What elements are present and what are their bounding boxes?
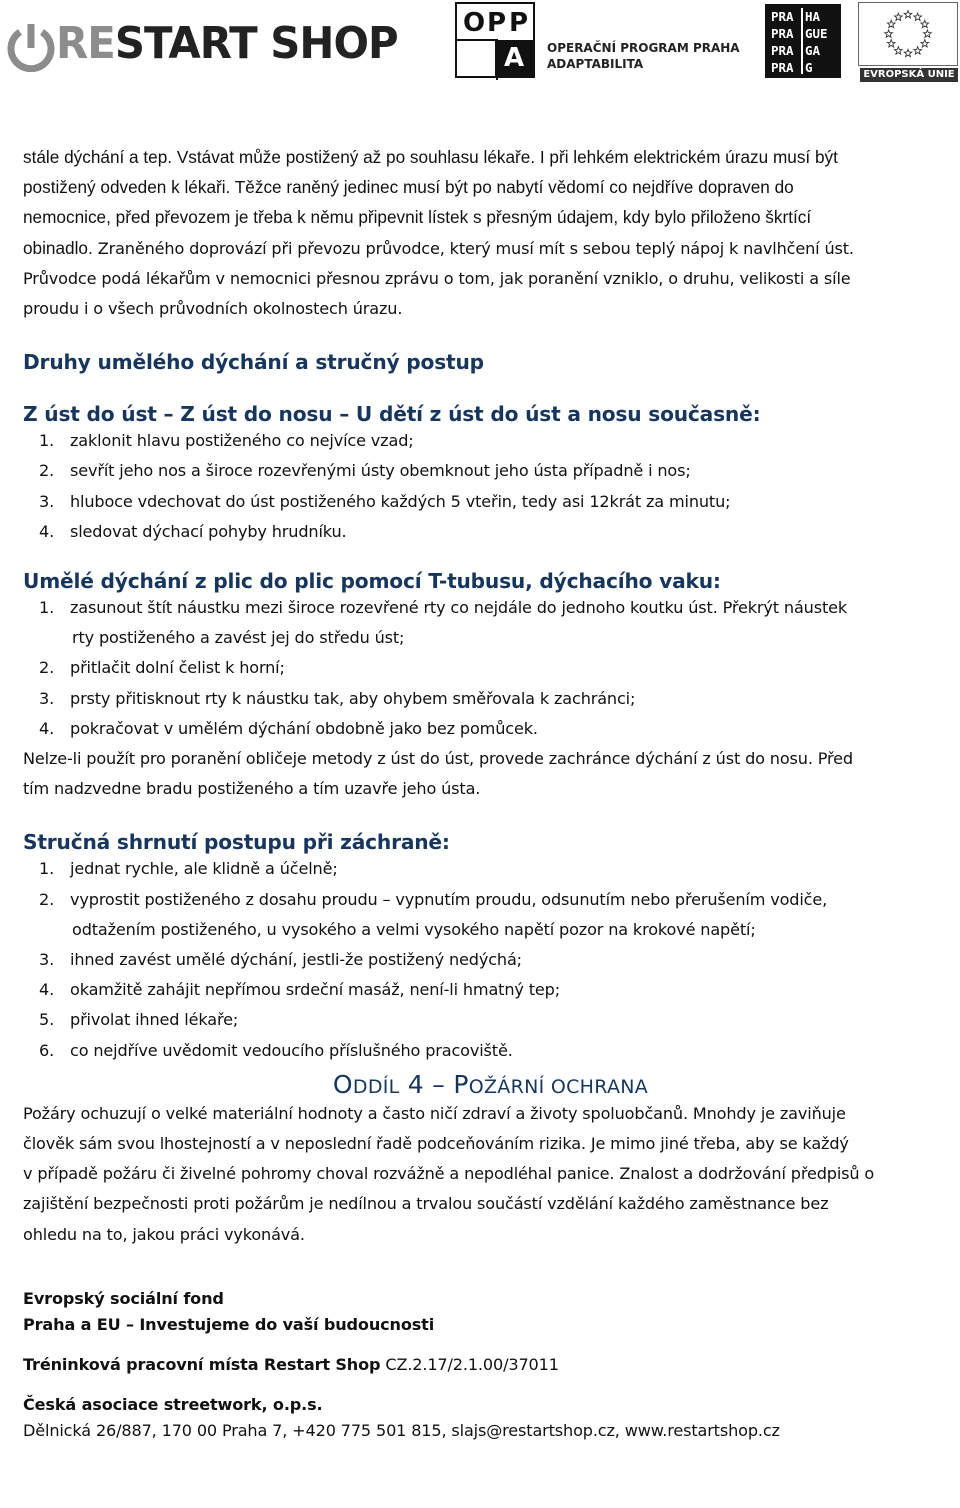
list-item: 4. sledovat dýchací pohyby hrudníku. [39, 521, 347, 541]
list-item: 5. přivolat ihned lékaře; [39, 1010, 239, 1030]
intro-line-4: obinadlo. Zraněného doprovází při převozu průvodce, který musí mít s sebou teplý nápoj k navlhčení úst. [23, 237, 854, 258]
eu-star [921, 20, 929, 27]
list-item: 3. prsty přitisknout rty k náustku tak, aby ohybem směřovala k zachránci; [39, 688, 636, 708]
intro-line-6: proudu i o všech průvodních okolnostech úrazu. [23, 299, 403, 319]
intro-line-1: stále dýchání a tep. Vstávat může postižený až po souhlasu lékaře. I při lehkém elektrickém úrazu musí být [23, 147, 838, 167]
restart-shop-wordmark: RESTART SHOP [56, 18, 398, 69]
tube-note-line-2: tím nadzvedne bradu postiženého a tím uzavře jeho ústa. [23, 779, 481, 799]
footer-contact: Dělnická 26/887, 170 00 Praha 7, +420 775 501 815, slajs@restartshop.cz, www.restartshop.cz [23, 1420, 780, 1440]
list-item: 1. zaklonit hlavu postiženého co nejvíce vzad; [39, 431, 414, 451]
page-header [0, 0, 960, 90]
list-item: 3. ihned zavést umělé dýchání, jestli-že postižený nedýchá; [39, 950, 522, 970]
eu-star [914, 47, 922, 54]
fire-line-5: ohledu na to, jakou práci vykonává. [23, 1224, 305, 1244]
summary-heading: Stručná shrnutí postupu při záchraně: [23, 830, 450, 855]
intro-line-3: nemocnice, před převozem je třeba k němu připevnit lístek s přesným údajem, kdy bylo přiloženo škrtící [23, 207, 812, 228]
tube-note-line-1: Nelze-li použít pro poranění obličeje metody z úst do úst, provede zachránce dýchání z úst do nosu. Před [23, 749, 853, 769]
list-item: 6. co nejdříve uvědomit vedoucího příslušného pracoviště. [39, 1040, 513, 1060]
eu-star [921, 40, 929, 47]
eu-caption: EVROPSKÁ UNIE [860, 68, 958, 82]
list-item: 4. okamžitě zahájit nepřímou srdeční masáž, není-li hmatný tep; [39, 980, 560, 1000]
opp-caption-line2: ADAPTABILITA [547, 57, 644, 71]
tube-heading: Umělé dýchání z plic do plic pomocí T-tubusu, dýchacího vaku: [23, 569, 721, 594]
fire-line-3: v případě požáru či živelné pohromy choval rozvážně a nepodléhal panice. Znalost a dodržování předpisů o [23, 1164, 875, 1184]
fire-line-4: zajištění bezpečnosti proti požárům je nedílnou a trvalou součástí vzdělání každého zaměstnance bez [23, 1194, 829, 1214]
eu-star [894, 47, 902, 54]
opp-caption [547, 40, 740, 72]
list-item: 1. zasunout štít náustku mezi široce rozevřené rty co nejdále do jednoho koutku úst. Překrýt náustek rty postiženého a zavést jej do středu úst; [39, 598, 848, 648]
eu-star [885, 30, 893, 37]
fire-line-1: Požáry ochuzují o velké materiální hodnoty a často ničí zdraví a životy spoluobčanů. Mnohdy je zaviňuje [23, 1103, 846, 1123]
tube-note [23, 744, 958, 804]
intro-line-5: Průvodce podá lékařům v nemocnici přesnou zprávu o tom, jak poranění vzniklo, o druhu, velikosti a síle [23, 268, 851, 288]
prague-logo [765, 4, 841, 78]
list-item: 4. pokračovat v umělém dýchání obdobně jako bez pomůcek. [39, 718, 538, 738]
intro-paragraph-2 [23, 264, 958, 324]
list-item: 3. hluboce vdechovat do úst postiženého každých 5 vteřin, tedy asi 12krát za minutu; [39, 491, 731, 511]
fire-paragraph [23, 1099, 958, 1250]
footer-project: Tréninková pracovní místa Restart Shop CZ.2.17/2.1.00/37011 [23, 1354, 559, 1374]
eu-star [924, 30, 932, 37]
opp-letter-p1: P [487, 8, 507, 38]
list-item: 2. vyprostit postiženého z dosahu proudu – vypnutím proudu, odsunutím nebo přerušením vodiče, odtažením postiženého, u vysokého a velmi vysokého napětí pozor na krokové napětí; [39, 889, 828, 939]
tube-steps-list [23, 593, 958, 744]
eu-star [904, 49, 912, 56]
eu-stars-icon [858, 2, 958, 66]
eu-star [887, 20, 895, 27]
prague-grid: PRA HA PRA GUE PRA GA PRA G [771, 9, 828, 75]
restart-shop-logo [6, 18, 430, 74]
opp-caption-line1: OPERAČNÍ PROGRAM PRAHA [547, 41, 740, 55]
power-icon [6, 22, 56, 72]
opp-letter-o: O [463, 8, 486, 38]
list-item: 2. přitlačit dolní čelist k horní; [39, 658, 285, 678]
opp-letter-p2: P [509, 8, 529, 38]
fire-line-2: člověk sám svou lhostejností a v neposlední řadě podceňováním rizika. Je mimo jiné třeba, aby se každý [23, 1134, 849, 1154]
eu-logo [858, 2, 958, 82]
page-footer [23, 1286, 958, 1444]
intro-paragraph [23, 142, 958, 264]
eu-star [914, 13, 922, 20]
breathing-heading: Druhy umělého dýchání a stručný postup [23, 350, 484, 375]
footer-slogan: Praha a EU – Investujeme do vaší budoucnosti [23, 1314, 435, 1334]
footer-organization: Česká asociace streetwork, o.p.s. [23, 1394, 323, 1414]
eu-star [894, 13, 902, 20]
opp-letter-a: A [495, 40, 533, 76]
footer-fund: Evropský sociální fond [23, 1288, 224, 1308]
intro-line-2: postižený odveden k lékaři. Těžce raněný jedinec musí být po nabytí vědomí co nejdříve dopraven do [23, 177, 794, 198]
breathing-subheading: Z úst do úst – Z úst do nosu – U dětí z úst do úst a nosu současně: [23, 402, 761, 427]
document-body [23, 142, 958, 1444]
summary-steps-list [23, 854, 958, 1065]
fire-section-title: ODDÍL 4 – POŽÁRNÍ OCHRANA [332, 1069, 649, 1099]
breathing-steps-list [23, 426, 958, 547]
list-item: 2. sevřít jeho nos a široce rozevřenými ústy obemknout jeho ústa případně i nos; [39, 461, 691, 481]
list-item: 1. jednat rychle, ale klidně a účelně; [39, 859, 338, 879]
eu-star [904, 11, 912, 18]
eu-star [887, 40, 895, 47]
opp-logo [455, 2, 745, 80]
